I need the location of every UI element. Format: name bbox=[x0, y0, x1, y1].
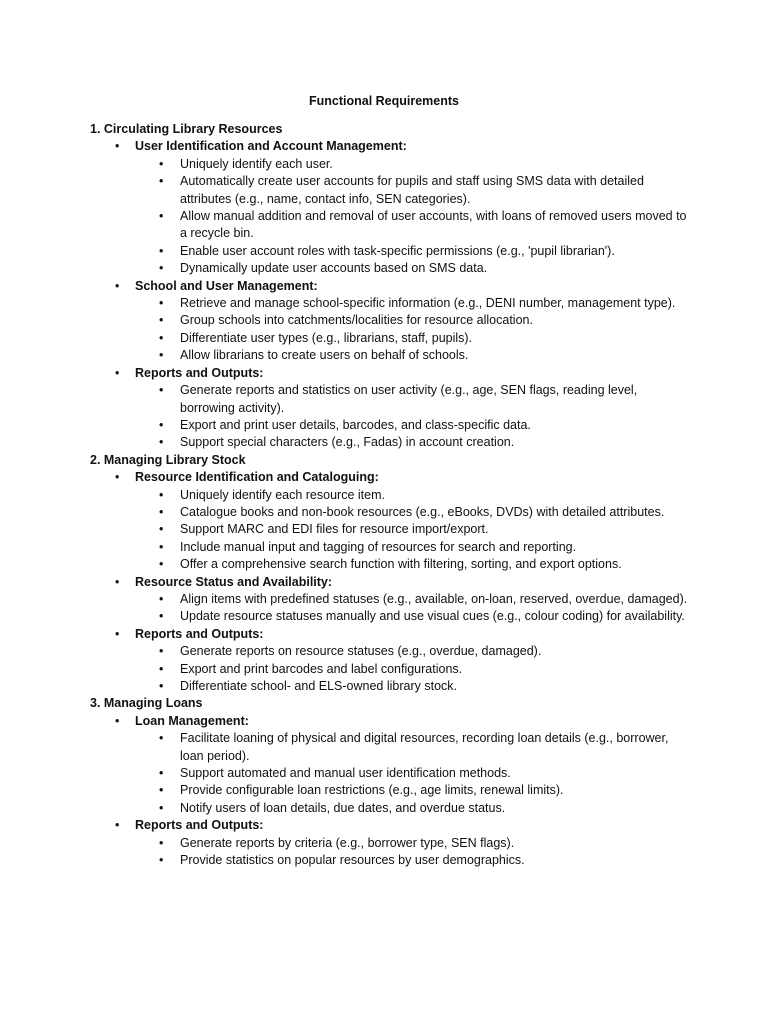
requirement-text: Allow manual addition and removal of user accounts, with loans of removed users moved to a recycle bin. bbox=[180, 209, 687, 241]
requirement-text: Uniquely identify each user. bbox=[180, 156, 333, 171]
requirement-item bbox=[90, 434, 690, 451]
bullet-icon: • bbox=[159, 539, 164, 554]
section bbox=[90, 695, 690, 869]
bullet-icon: • bbox=[159, 661, 164, 676]
subsection-heading: Resource Status and Availability: bbox=[135, 574, 333, 589]
requirement-text: Support special characters (e.g., Fadas) in account creation. bbox=[180, 435, 515, 450]
requirement-text: Offer a comprehensive search function with filtering, sorting, and export options. bbox=[180, 557, 622, 572]
requirement-text: Export and print user details, barcodes, and class-specific data. bbox=[180, 417, 531, 432]
bullet-icon: • bbox=[159, 313, 164, 328]
subsection bbox=[90, 278, 690, 295]
requirement-text: Export and print barcodes and label configurations. bbox=[180, 661, 463, 676]
requirement-text: Support MARC and EDI files for resource import/export. bbox=[180, 522, 489, 537]
bullet-icon: • bbox=[159, 383, 164, 398]
requirement-text: Generate reports on resource statuses (e.g., overdue, damaged). bbox=[180, 644, 542, 659]
bullet-icon: • bbox=[159, 504, 164, 519]
requirement-item bbox=[90, 661, 690, 678]
requirement-item bbox=[90, 782, 690, 799]
subsection-heading: School and User Management: bbox=[135, 278, 318, 293]
requirement-text: Generate reports and statistics on user activity (e.g., age, SEN flags, reading level, borrowing activity). bbox=[180, 383, 638, 415]
requirement-item bbox=[90, 487, 690, 504]
requirement-item bbox=[90, 347, 690, 364]
requirement-item bbox=[90, 730, 690, 765]
bullet-icon: • bbox=[159, 783, 164, 798]
requirement-text: Automatically create user accounts for pupils and staff using SMS data with detailed attributes (e.g., name, contact info, SEN categories). bbox=[180, 174, 644, 206]
requirement-item bbox=[90, 312, 690, 329]
subsection bbox=[90, 713, 690, 730]
requirement-item bbox=[90, 852, 690, 869]
requirement-text: Update resource statuses manually and use visual cues (e.g., colour coding) for availability. bbox=[180, 609, 685, 624]
requirement-text: Allow librarians to create users on behalf of schools. bbox=[180, 348, 469, 363]
bullet-icon: • bbox=[115, 470, 120, 485]
requirement-text: Enable user account roles with task-specific permissions (e.g., 'pupil librarian'). bbox=[180, 243, 615, 258]
requirement-text: Differentiate user types (e.g., librarians, staff, pupils). bbox=[180, 330, 473, 345]
requirement-item bbox=[90, 835, 690, 852]
section-heading: 1. Circulating Library Resources bbox=[90, 122, 283, 136]
requirement-item bbox=[90, 556, 690, 573]
bullet-icon: • bbox=[159, 174, 164, 189]
requirement-text: Catalogue books and non-book resources (e.g., eBooks, DVDs) with detailed attributes. bbox=[180, 504, 665, 519]
bullet-icon: • bbox=[115, 713, 120, 728]
requirement-item bbox=[90, 800, 690, 817]
bullet-icon: • bbox=[115, 626, 120, 641]
requirement-item bbox=[90, 591, 690, 608]
requirement-item bbox=[90, 521, 690, 538]
requirement-text: Facilitate loaning of physical and digital resources, recording loan details (e.g., borrower, loan period). bbox=[180, 731, 669, 763]
requirement-text: Differentiate school- and ELS-owned library stock. bbox=[180, 679, 457, 693]
bullet-icon: • bbox=[159, 679, 164, 693]
requirement-item bbox=[90, 295, 690, 312]
section-heading: 2. Managing Library Stock bbox=[90, 452, 246, 467]
subsection bbox=[90, 469, 690, 486]
bullet-icon: • bbox=[115, 574, 120, 589]
requirement-text: Include manual input and tagging of resources for search and reporting. bbox=[180, 539, 577, 554]
requirement-item bbox=[90, 608, 690, 625]
section bbox=[90, 121, 690, 452]
bullet-icon: • bbox=[159, 243, 164, 258]
bullet-icon: • bbox=[159, 522, 164, 537]
subsection bbox=[90, 817, 690, 834]
subsection-heading: Loan Management: bbox=[135, 713, 249, 728]
requirement-text: Notify users of loan details, due dates, and overdue status. bbox=[180, 800, 506, 815]
requirement-item bbox=[90, 260, 690, 277]
requirement-item bbox=[90, 156, 690, 173]
requirement-item bbox=[90, 678, 690, 695]
subsection-heading: Resource Identification and Cataloguing: bbox=[135, 470, 379, 485]
requirement-text: Provide statistics on popular resources by user demographics. bbox=[180, 853, 525, 868]
bullet-icon: • bbox=[159, 800, 164, 815]
bullet-icon: • bbox=[159, 591, 164, 606]
subsection-heading: Reports and Outputs: bbox=[135, 626, 264, 641]
subsection bbox=[90, 574, 690, 591]
requirement-item bbox=[90, 208, 690, 243]
requirement-text: Generate reports by criteria (e.g., borrower type, SEN flags). bbox=[180, 835, 515, 850]
subsection-heading: Reports and Outputs: bbox=[135, 818, 264, 833]
bullet-icon: • bbox=[115, 139, 120, 154]
subsection-heading: Reports and Outputs: bbox=[135, 365, 264, 380]
bullet-icon: • bbox=[115, 278, 120, 293]
bullet-icon: • bbox=[159, 296, 164, 311]
bullet-icon: • bbox=[159, 348, 164, 363]
section bbox=[90, 452, 690, 696]
bullet-icon: • bbox=[159, 417, 164, 432]
requirement-text: Uniquely identify each resource item. bbox=[180, 487, 385, 502]
bullet-icon: • bbox=[159, 766, 164, 781]
requirement-item bbox=[90, 382, 690, 417]
requirement-text: Align items with predefined statuses (e.g., available, on-loan, reserved, overdue, damaged). bbox=[180, 591, 688, 606]
subsection bbox=[90, 626, 690, 643]
bullet-icon: • bbox=[159, 261, 164, 276]
bullet-icon: • bbox=[115, 818, 120, 833]
requirement-item bbox=[90, 765, 690, 782]
bullet-icon: • bbox=[115, 365, 120, 380]
subsection bbox=[90, 138, 690, 155]
bullet-icon: • bbox=[159, 835, 164, 850]
requirement-text: Group schools into catchments/localities for resource allocation. bbox=[180, 313, 533, 328]
bullet-icon: • bbox=[159, 156, 164, 171]
bullet-icon: • bbox=[159, 487, 164, 502]
requirement-text: Dynamically update user accounts based on SMS data. bbox=[180, 261, 488, 276]
requirement-text: Retrieve and manage school-specific information (e.g., DENI number, management type). bbox=[180, 296, 676, 311]
bullet-icon: • bbox=[159, 330, 164, 345]
bullet-icon: • bbox=[159, 853, 164, 868]
requirements-outline bbox=[90, 121, 690, 869]
subsection bbox=[90, 365, 690, 382]
bullet-icon: • bbox=[159, 731, 164, 746]
section-heading: 3. Managing Loans bbox=[90, 696, 203, 711]
requirement-item bbox=[90, 417, 690, 434]
requirement-item bbox=[90, 330, 690, 347]
requirement-text: Support automated and manual user identification methods. bbox=[180, 766, 511, 781]
requirement-item bbox=[90, 504, 690, 521]
bullet-icon: • bbox=[159, 435, 164, 450]
bullet-icon: • bbox=[159, 609, 164, 624]
document-title: Functional Requirements bbox=[308, 94, 460, 108]
requirement-text: Provide configurable loan restrictions (e.g., age limits, renewal limits). bbox=[180, 783, 564, 798]
subsection-heading: User Identification and Account Management: bbox=[135, 139, 407, 154]
bullet-icon: • bbox=[159, 644, 164, 659]
bullet-icon: • bbox=[159, 209, 164, 224]
requirement-item bbox=[90, 173, 690, 208]
bullet-icon: • bbox=[159, 557, 164, 572]
requirement-item bbox=[90, 539, 690, 556]
requirement-item bbox=[90, 643, 690, 660]
requirement-item bbox=[90, 243, 690, 260]
